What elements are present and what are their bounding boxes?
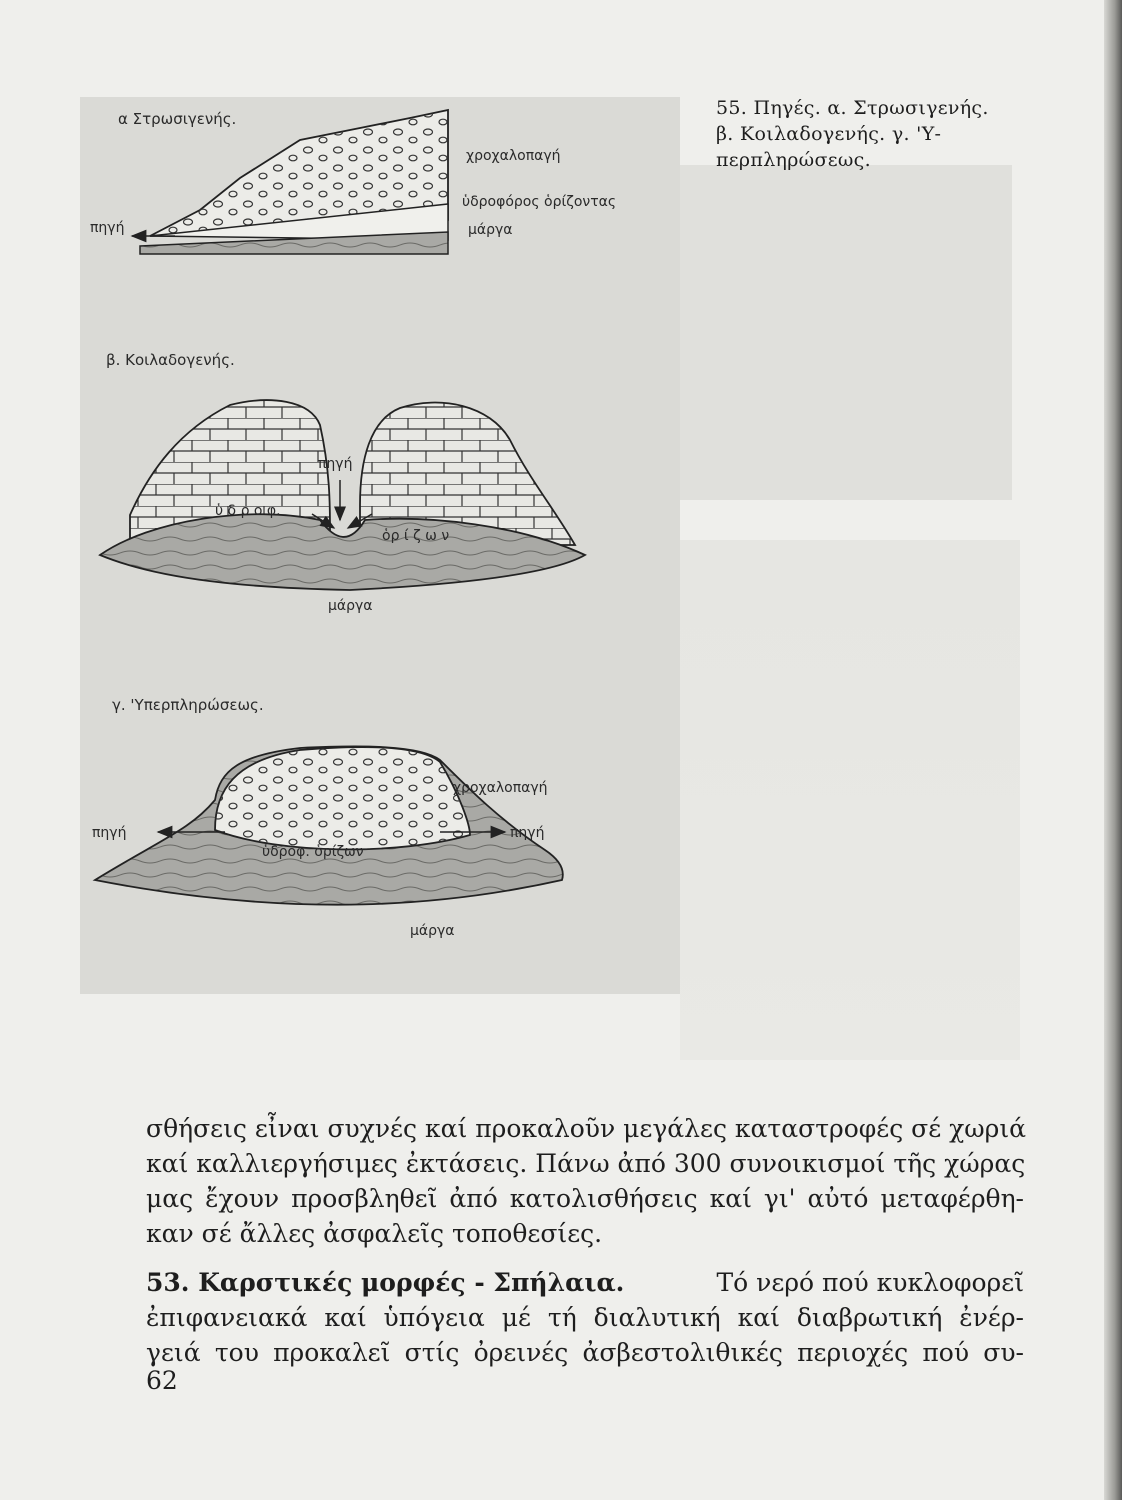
page-number: 62	[146, 1366, 178, 1395]
diagram-c-label-spring-right: πηγή	[510, 825, 545, 841]
section-heading-line	[146, 1265, 1024, 1300]
body-text	[146, 1111, 1027, 1370]
diagram-c-label-marl: μάργα	[410, 923, 455, 939]
section-heading: 53. Καρστικές μορφές - Σπήλαια.	[146, 1268, 625, 1297]
diagram-a-label-gravel: χροχαλοπαγή	[466, 148, 561, 164]
figure-caption	[716, 95, 1016, 173]
diagram-b-label-spring: πηγή	[318, 456, 353, 472]
diagram-c-label-spring-left: πηγή	[92, 825, 127, 841]
diagram-b-label-aquifer-right: ὁρ ί ζ ω ν	[382, 528, 450, 544]
body-line: σθήσεις εἶναι συχνές καί προκαλοῦν μεγάλες καταστροφές σέ χωριά	[146, 1114, 1027, 1143]
diagram-c-label-gravel: χροχαλοπαγή	[453, 780, 548, 796]
diagram-c-title: γ. 'Υπερπληρώσεως.	[112, 696, 264, 714]
body-line: μας ἔχουν προσβληθεῖ ἀπό κατολισθήσεις καί γι' αὐτό μεταφέρθη-	[146, 1184, 1024, 1213]
body-line: γειά του προκαλεῖ στίς ὀρεινές ἀσβεστολιθικές περιοχές πού συ-	[146, 1338, 1024, 1367]
section-heading-rest: Τό νερό πού κυκλοφορεῖ	[716, 1268, 1024, 1297]
caption-line: περπληρώσεως.	[716, 149, 871, 171]
diagram-b-title: β. Κοιλαδογενής.	[106, 351, 235, 369]
diagram-a-title: α Στρωσιγενής.	[118, 110, 237, 128]
body-line: ἐπιφανειακά καί ὑπόγεια μέ τή διαλυτική καί διαβρωτική ἐνέρ-	[146, 1303, 1024, 1332]
caption-line: 55. Πηγές. α. Στρωσιγενής.	[716, 97, 989, 119]
diagram-b	[100, 400, 585, 590]
body-line: καί καλλιεργήσιμες ἐκτάσεις. Πάνω ἀπό 300 συνοικισμοί τῆς χώρας	[146, 1149, 1026, 1178]
body-line: καν σέ ἄλλες ἀσφαλεῖς τοποθεσίες.	[146, 1219, 603, 1248]
diagram-b-label-marl: μάργα	[328, 598, 373, 614]
diagram-a-label-spring: πηγή	[90, 220, 125, 236]
diagram-c-label-aquifer: ὑδροφ. ὁρίζων	[262, 844, 364, 860]
diagram-a-label-aquifer: ὑδροφόρος ὁρίζοντας	[462, 194, 617, 210]
diagram-a	[132, 110, 448, 254]
diagram-c	[95, 746, 563, 904]
diagram-a-label-marl: μάργα	[468, 222, 513, 238]
paragraph-gap	[146, 1251, 1024, 1265]
diagram-b-label-aquifer-left: ὑ δ ρ ο φ.	[215, 503, 281, 519]
caption-line: β. Κοιλαδογενής. γ. 'Υ-	[716, 123, 942, 145]
